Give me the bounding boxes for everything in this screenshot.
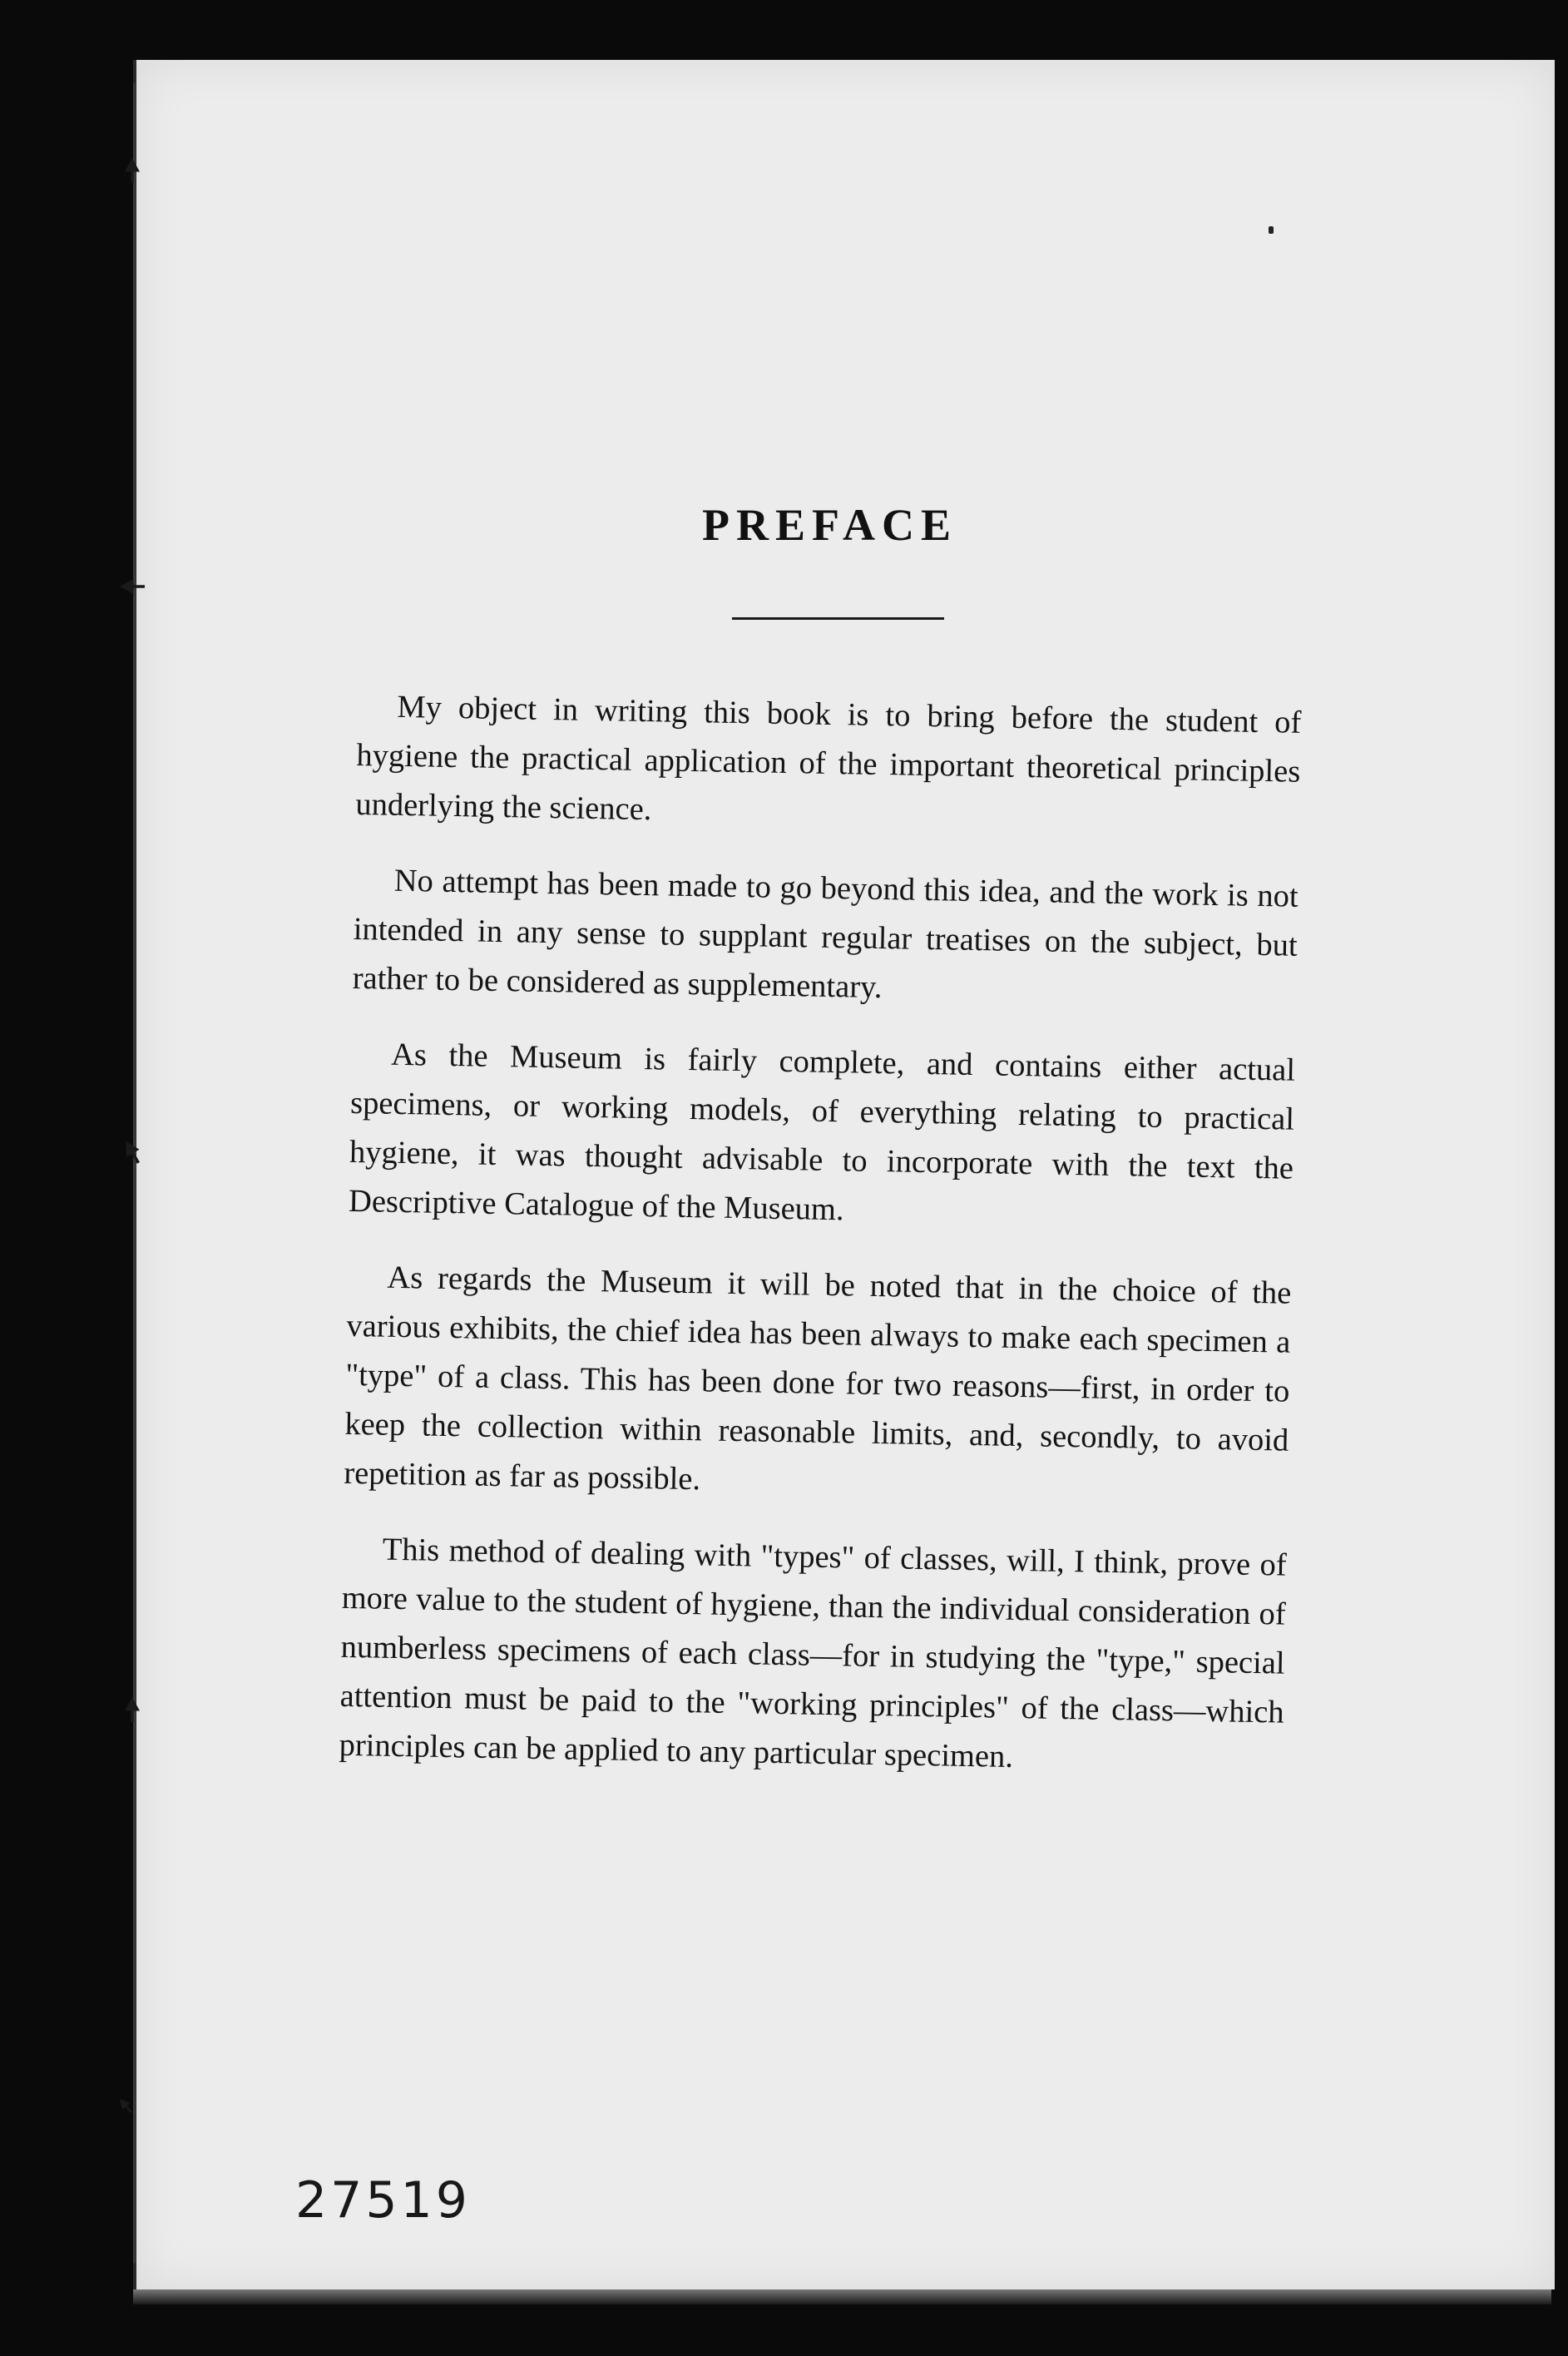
page-bottom-edge [133, 2289, 1551, 2304]
paragraph: No attempt has been made to go beyond this idea, and the work is not intended in any sense to supplant regular treatises on the subject, but rather to be considered as supplementary. [352, 863, 1299, 1006]
handwritten-catalog-number: 27519 [295, 2171, 471, 2230]
page-heading: PREFACE [702, 500, 957, 550]
binding-margin-line [133, 83, 136, 2263]
paragraph: This method of dealing with "types" of classes, will, I think, prove of more value to the student of hygiene, than the individual consideration of numberless specimens of each class—for in studying the "type," special attention must be paid to the "working principles" of the class—which principles can be applied to any particular specimen. [339, 1532, 1288, 1774]
paragraph: As the Museum is fairly complete, and contains either actual specimens, or working models, of everything relating to practical hygiene, it was thought advisable to incorporate with the text the Descriptive Catalogue of the Museum. [348, 1037, 1296, 1228]
ink-speck [1269, 226, 1274, 234]
preface-body [339, 682, 1302, 1814]
heading-rule [732, 617, 944, 620]
paragraph: As regards the Museum it will be noted that in the choice of the various exhibits, the chief idea has been always to make each specimen a "type" of a class. This has been done for two reasons—first, in order to keep the collection within reasonable limits, and, secondly, to avoid repetition as far as possible. [344, 1260, 1292, 1497]
paragraph: My object in writing this book is to bring before the student of hygiene the practical application of the important theoretical principles underlying the science. [355, 689, 1302, 828]
